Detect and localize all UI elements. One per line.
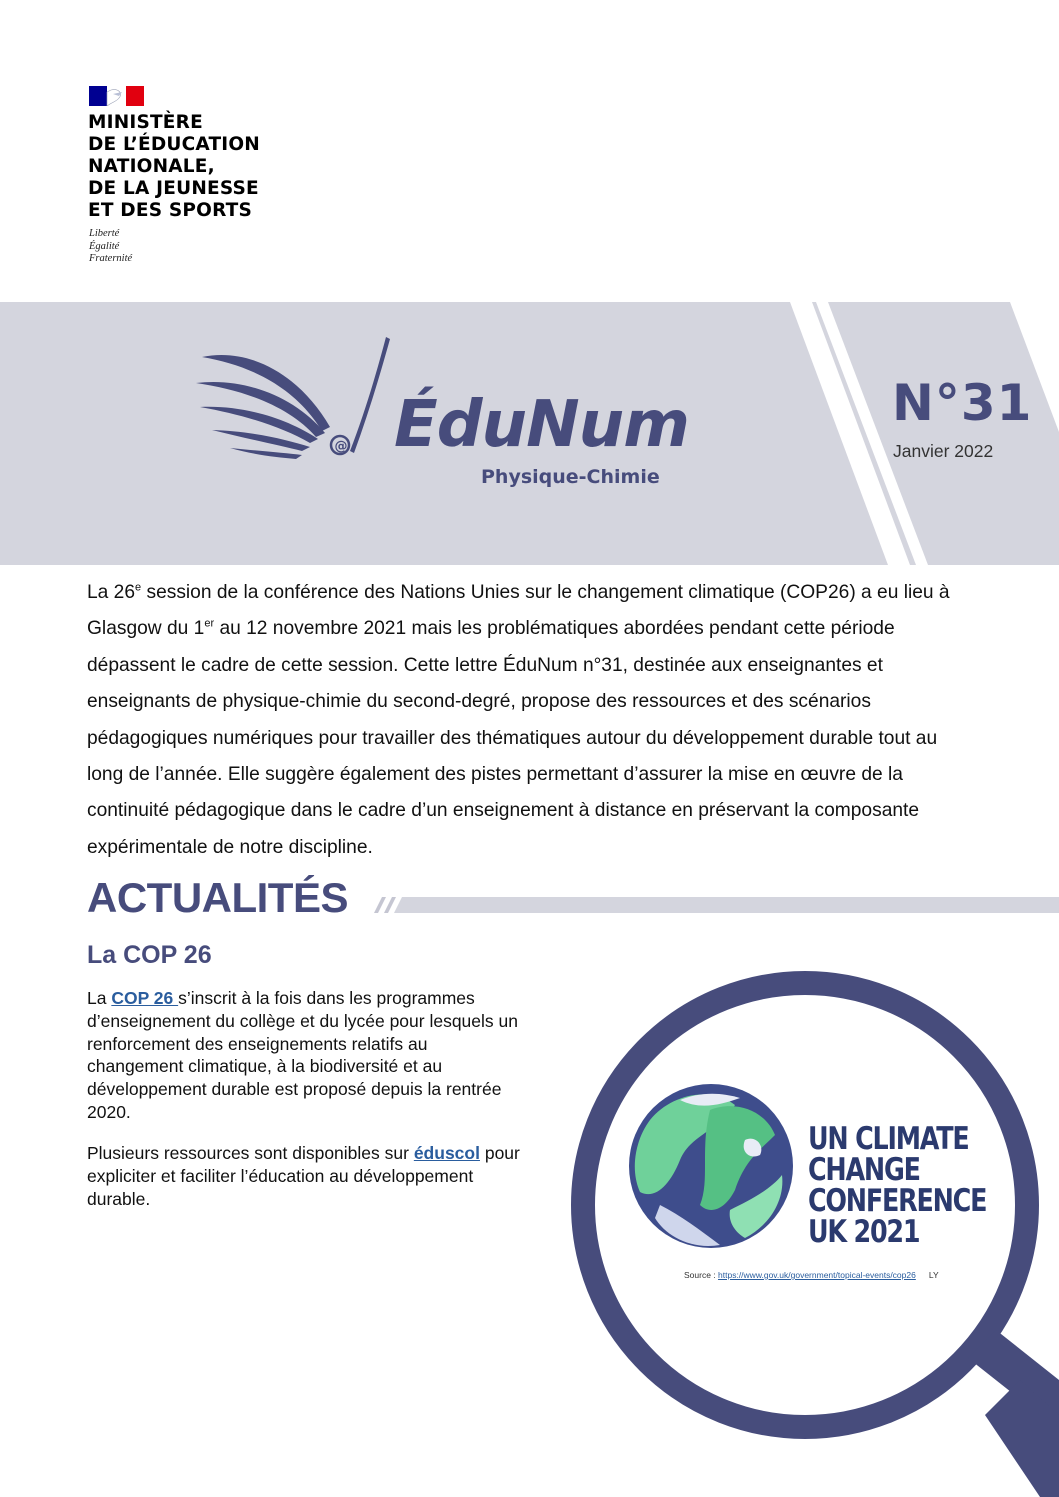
ministry-line: MINISTÈRE (88, 112, 203, 133)
republic-motto (89, 228, 132, 266)
issue-date: Janvier 2022 (893, 441, 994, 461)
resources-text: Plusieurs ressources sont disponibles sur (87, 1143, 414, 1163)
logo-line: CHANGE (808, 1152, 920, 1188)
motto-line: Égalité (89, 240, 120, 252)
book-wing-logo-icon (190, 335, 400, 465)
brand-subtitle: Physique-Chimie (481, 466, 660, 488)
issue-number: N°31 (892, 374, 1033, 432)
resources-text: pour expliciter et faciliter l’éducation au développement durable. (87, 1143, 520, 1209)
image-source (684, 1270, 939, 1280)
ministry-line: DE L’ÉDUCATION (88, 134, 260, 155)
cop26-logo-text (808, 1121, 987, 1250)
intro-superscript: er (204, 618, 215, 631)
motto-line: Liberté (89, 228, 120, 239)
cop-text: s’inscrit à la fois dans les programmes d’enseignement du collège et du lycée pour lesquels un renforcement des enseignements relatifs au changement climatique, à la biodiversité et au développement durable est proposé depuis la rentrée 2020. (87, 988, 518, 1122)
svg-text:@: @ (334, 439, 348, 454)
logo-line: CONFERENCE (808, 1183, 987, 1219)
source-link[interactable]: https://www.gov.uk/government/topical-events/cop26 (718, 1270, 916, 1280)
logo-line: UN CLIMATE (808, 1121, 969, 1157)
section-title: ACTUALITÉS (87, 874, 348, 921)
intro-text: au 12 novembre 2021 mais les problématiques abordées pendant cette période dépassent le cadre de cette session. Cette lettre ÉduNum n°31, destinée aux enseignantes et enseignants de physique-chimie du second-degré, propose des ressources et des scénarios pédagogiques numériques pour travailler des thématiques autour du développement durable tout au long de l’année. Elle suggère également des pistes permettant d’assurer la mise en œuvre de la continuité pédagogique dans le cadre d’un enseignement à distance en préservant la composante expérimentale de notre discipline. (87, 618, 938, 858)
ministry-line: DE LA JEUNESSE (88, 178, 259, 199)
source-label: Source : (684, 1270, 719, 1280)
intro-superscript: e (135, 581, 142, 594)
eduscol-link[interactable]: éduscol (413, 1143, 480, 1163)
logo-line: UK 2021 (808, 1214, 920, 1250)
subsection-title: La COP 26 (87, 941, 212, 969)
motto-line: Fraternité (89, 253, 133, 264)
cop-text: La (87, 988, 112, 1008)
intro-text: session de la conférence des Nations Unies sur le changement climatique (COP26) a eu lieu à Glasgow du 1 (87, 582, 950, 640)
ministry-line: ET DES SPORTS (88, 200, 253, 221)
stray-text: LY (928, 1270, 939, 1280)
cop26-link[interactable]: COP 26 (111, 988, 179, 1008)
intro-text: La 26 (87, 582, 136, 603)
resources-paragraph (87, 1142, 527, 1210)
earth-globe-icon (629, 1084, 793, 1248)
republic-flag-logo (89, 86, 144, 106)
cop-paragraph (87, 987, 527, 1124)
ministry-line: NATIONALE, (88, 156, 215, 177)
brand-title: ÉduNum (394, 388, 689, 462)
ministry-name (88, 112, 260, 222)
section-title-bar (364, 893, 1059, 917)
intro-paragraph (87, 575, 972, 866)
